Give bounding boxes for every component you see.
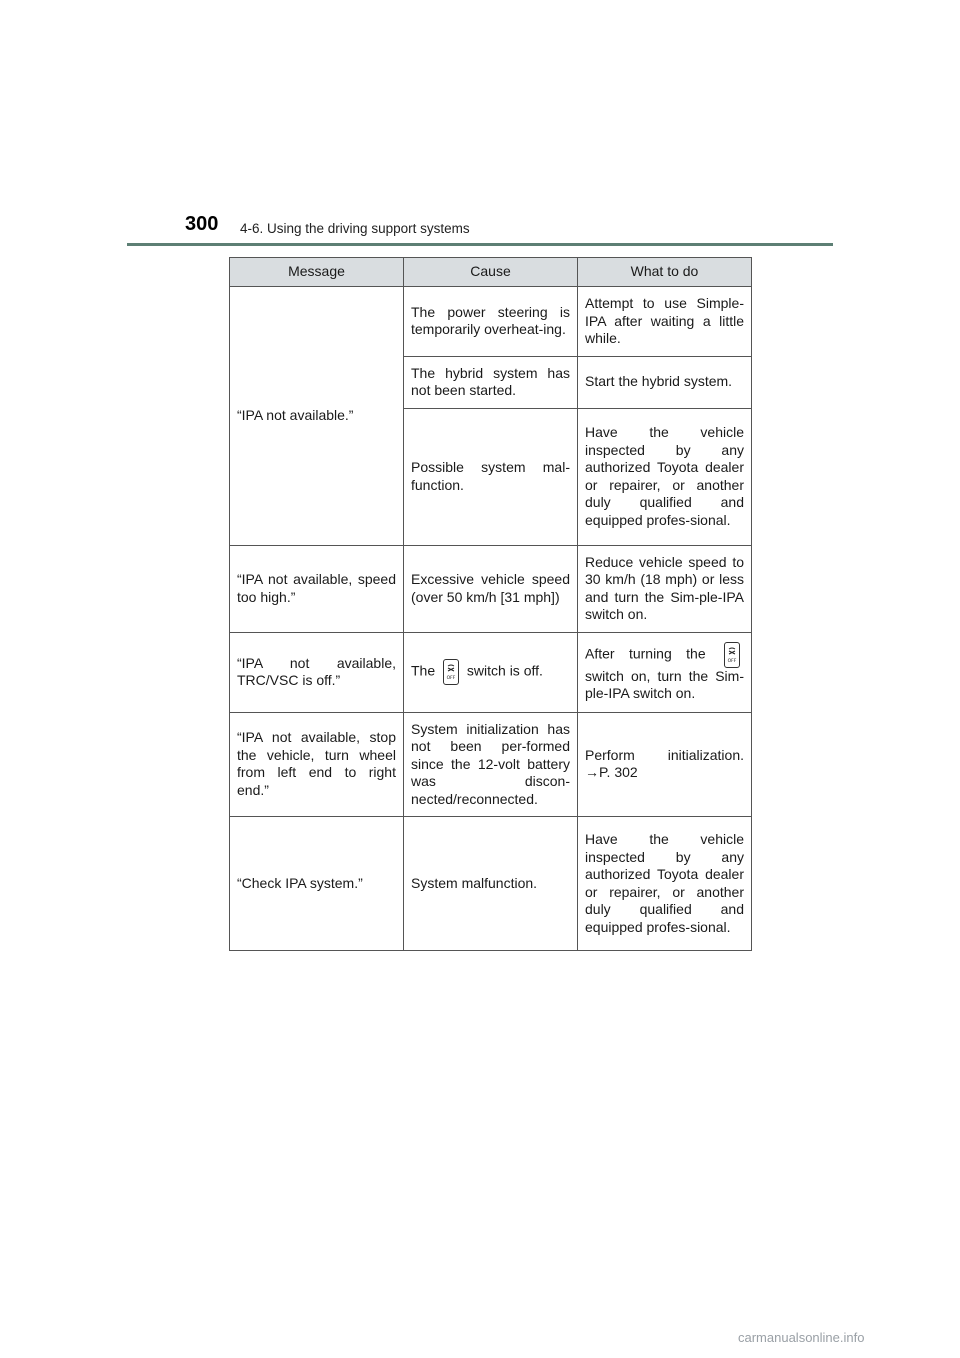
action-cell — [578, 632, 752, 712]
cause-text-after-icon: switch is off. — [466, 662, 543, 679]
page-header — [0, 0, 960, 250]
watermark: carmanualsonline.info — [738, 1330, 865, 1345]
table-row — [230, 545, 752, 632]
vsc-off-switch-icon — [443, 659, 459, 685]
cause-cell — [404, 632, 578, 712]
action-cell: Perform initialization. →P. 302 — [578, 712, 752, 817]
message-cell: “Check IPA system.” — [230, 817, 404, 951]
message-cell: “IPA not available, stop the vehicle, turn wheel from left end to right end.” — [230, 712, 404, 817]
action-text-before-icon: After turning the — [585, 645, 706, 662]
cause-cell: System malfunction. — [404, 817, 578, 951]
action-cell: Reduce vehicle speed to 30 km/h (18 mph) or less and turn the Sim-ple-IPA switch on. — [578, 545, 752, 632]
column-header-cause: Cause — [404, 258, 578, 287]
table-row — [230, 817, 752, 951]
column-header-what-to-do: What to do — [578, 258, 752, 287]
cause-cell: The power steering is temporarily overheat-ing. — [404, 287, 578, 357]
message-cell: “IPA not available, TRC/VSC is off.” — [230, 632, 404, 712]
page-number: 300 — [185, 213, 219, 235]
cause-cell: System initialization has not been per-formed since the 12-volt battery was discon-nected/reconnected. — [404, 712, 578, 817]
table-row — [230, 287, 752, 357]
vsc-off-switch-icon — [724, 642, 740, 668]
svg-text:OFF: OFF — [727, 658, 737, 664]
message-cell: “IPA not available, speed too high.” — [230, 545, 404, 632]
header-divider — [127, 243, 833, 246]
table-row — [230, 632, 752, 712]
message-cell: “IPA not available.” — [230, 287, 404, 546]
table-row — [230, 712, 752, 817]
column-header-message: Message — [230, 258, 404, 287]
action-cell: Attempt to use Simple-IPA after waiting a little while. — [578, 287, 752, 357]
action-cell: Have the vehicle inspected by any authorized Toyota dealer or repairer, or another duly qualified and equipped profes-sional. — [578, 817, 752, 951]
cause-cell: The hybrid system has not been started. — [404, 356, 578, 408]
action-cell: Have the vehicle inspected by any authorized Toyota dealer or repairer, or another duly qualified and equipped profes-sional. — [578, 408, 752, 545]
message-table — [229, 257, 752, 951]
cause-cell: Excessive vehicle speed (over 50 km/h [31 mph]) — [404, 545, 578, 632]
svg-text:OFF: OFF — [446, 676, 456, 681]
action-cell: Start the hybrid system. — [578, 356, 752, 408]
cause-text-before-icon: The — [411, 662, 436, 679]
table-header-row — [230, 258, 752, 287]
section-title: 4-6. Using the driving support systems — [240, 221, 470, 236]
cause-cell: Possible system mal-function. — [404, 408, 578, 545]
action-text-after-icon: switch on, turn the Sim-ple-IPA switch on. — [585, 667, 744, 701]
